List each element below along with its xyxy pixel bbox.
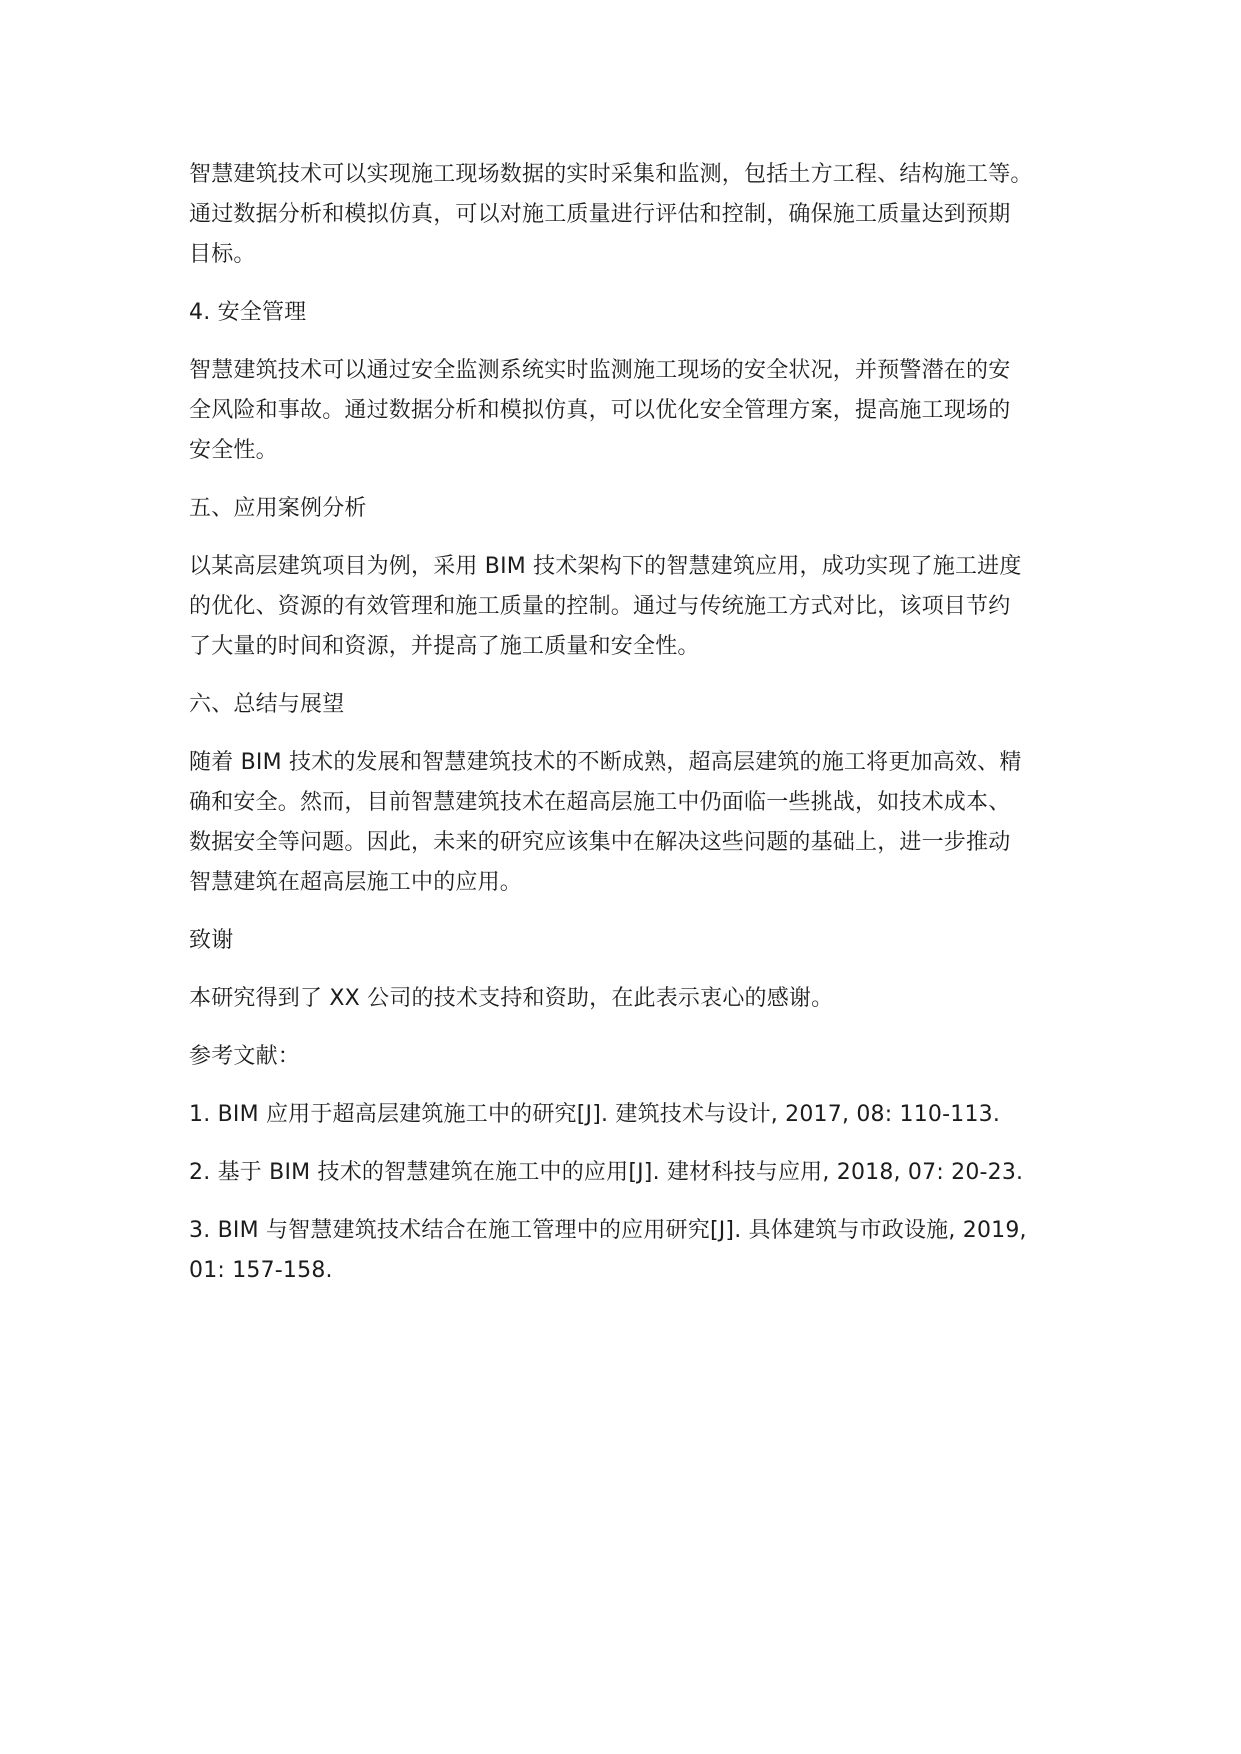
references-list	[189, 1095, 1064, 1291]
paragraph-line: 以某高层建筑项目为例，采用 BIM 技术架构下的智慧建筑应用，成功实现了施工进度	[189, 554, 1022, 579]
paragraph-case	[189, 547, 1064, 667]
paragraph-line: 智慧建筑在超高层施工中的应用。	[189, 870, 523, 895]
reference-item	[189, 1153, 1064, 1193]
reference-item	[189, 1095, 1064, 1135]
paragraph-line: 随着 BIM 技术的发展和智慧建筑技术的不断成熟，超高层建筑的施工将更加高效、精	[189, 750, 1022, 775]
reference-item	[189, 1211, 1064, 1291]
paragraph-line: 通过数据分析和模拟仿真，可以对施工质量进行评估和控制，确保施工质量达到预期	[189, 202, 1011, 227]
heading-safety-management: 4. 安全管理	[189, 300, 307, 325]
reference-line: 1. BIM 应用于超高层建筑施工中的研究[J]. 建筑技术与设计, 2017, 08: 110-113.	[189, 1102, 1001, 1127]
heading-acknowledgements: 致谢	[189, 928, 234, 953]
paragraph-line: 目标。	[189, 242, 256, 267]
paragraph-line: 安全性。	[189, 438, 278, 463]
document-body	[189, 155, 1064, 1309]
paragraph-acknowledgements: 本研究得到了 XX 公司的技术支持和资助，在此表示衷心的感谢。	[189, 986, 834, 1011]
reference-line: 01: 157-158.	[189, 1258, 333, 1283]
paragraph-line: 了大量的时间和资源，并提高了施工质量和安全性。	[189, 634, 700, 659]
paragraph-line: 智慧建筑技术可以通过安全监测系统实时监测施工现场的安全状况，并预警潜在的安	[189, 358, 1011, 383]
paragraph-quality-monitoring	[189, 155, 1064, 275]
paragraph-line: 确和安全。然而，目前智慧建筑技术在超高层施工中仍面临一些挑战，如技术成本、	[189, 790, 1011, 815]
paragraph-line: 数据安全等问题。因此，未来的研究应该集中在解决这些问题的基础上，进一步推动	[189, 830, 1011, 855]
paragraph-line: 智慧建筑技术可以实现施工现场数据的实时采集和监测，包括土方工程、结构施工等。	[189, 162, 1033, 187]
paragraph-line: 全风险和事故。通过数据分析和模拟仿真，可以优化安全管理方案，提高施工现场的	[189, 398, 1011, 423]
heading-case-analysis: 五、应用案例分析	[189, 496, 367, 521]
paragraph-summary	[189, 743, 1064, 903]
reference-line: 3. BIM 与智慧建筑技术结合在施工管理中的应用研究[J]. 具体建筑与市政设施, 2019,	[189, 1218, 1027, 1243]
heading-references: 参考文献：	[189, 1044, 301, 1069]
paragraph-safety	[189, 351, 1064, 471]
reference-line: 2. 基于 BIM 技术的智慧建筑在施工中的应用[J]. 建材科技与应用, 2018, 07: 20-23.	[189, 1160, 1024, 1185]
heading-summary-outlook: 六、总结与展望	[189, 692, 345, 717]
paragraph-line: 的优化、资源的有效管理和施工质量的控制。通过与传统施工方式对比，该项目节约	[189, 594, 1011, 619]
